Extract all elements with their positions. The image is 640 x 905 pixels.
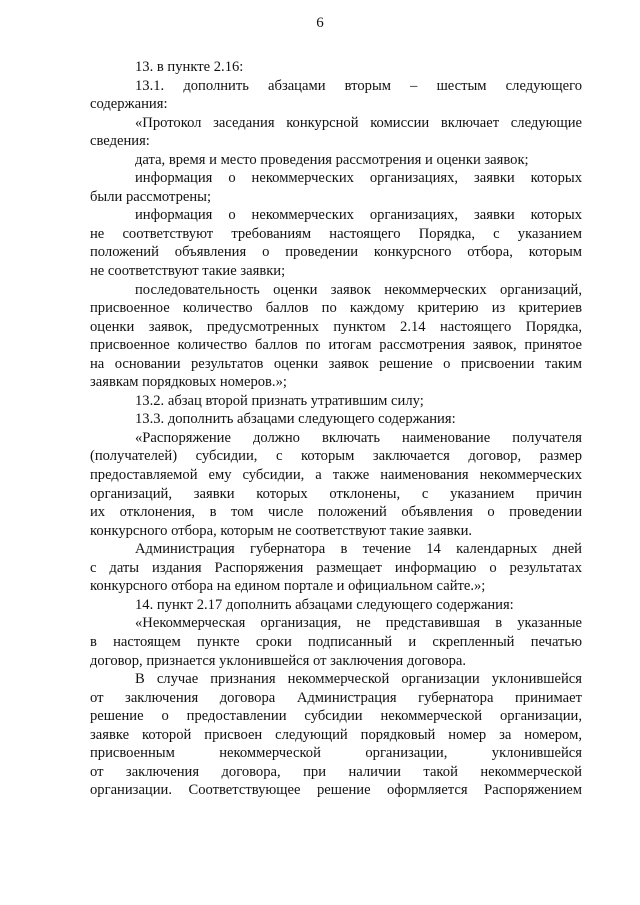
- text-line: информация о некоммерческих организациях, заявки которых: [135, 170, 582, 187]
- text-line: от заключения договора Администрация губернатора принимает: [90, 689, 582, 706]
- text-line: на основании результатов оценки заявок решение о присвоении таким: [90, 355, 582, 372]
- text-line: присвоенным некоммерческой организации, уклонившейся: [90, 745, 582, 762]
- text-line: были рассмотрены;: [90, 188, 212, 205]
- text-line: предоставляемой ему субсидии, а также наименования некоммерческих: [90, 467, 582, 484]
- text-line: организаций, заявки которых отклонены, с указанием причин: [90, 485, 582, 502]
- page-number: 6: [316, 15, 324, 31]
- text-line: «Протокол заседания конкурсной комиссии включает следующие: [135, 114, 582, 131]
- document-body: [90, 58, 582, 800]
- text-line: присвоенное количество баллов по итогам рассмотрения заявок, принятое: [90, 337, 582, 354]
- text-line: Администрация губернатора в течение 14 календарных дней: [135, 541, 582, 558]
- text-line: конкурсного отбора на едином портале и официальном сайте.»;: [90, 578, 486, 595]
- text-line: 13.1. дополнить абзацами вторым – шестым следующего: [135, 77, 582, 94]
- text-line: заявкам порядковых номеров.»;: [90, 374, 287, 391]
- text-line: договор, признается уклонившейся от заключения договора.: [90, 652, 467, 669]
- text-line: сведения:: [90, 133, 150, 150]
- text-line: организации. Соответствующее решение оформляется Распоряжением: [90, 782, 582, 799]
- text-line: 13. в пункте 2.16:: [135, 59, 244, 75]
- text-line: информация о некоммерческих организациях, заявки которых: [135, 207, 582, 224]
- text-line: конкурсного отбора, которым не соответствуют такие заявки.: [90, 522, 473, 539]
- text-line: содержания:: [90, 96, 168, 113]
- text-line: не соответствуют требованиям настоящего Порядка, с указанием: [90, 225, 582, 242]
- text-line: 14. пункт 2.17 дополнить абзацами следующего содержания:: [135, 596, 514, 613]
- text-line: 13.3. дополнить абзацами следующего содержания:: [135, 411, 456, 428]
- text-line: не соответствуют такие заявки;: [90, 263, 286, 280]
- text-line: их отклонения, в том числе положений объявления о проведении: [90, 504, 582, 521]
- text-line: с даты издания Распоряжения размещает информацию о результатах: [90, 559, 582, 576]
- text-line: в настоящем пункте сроки подписанный и скрепленный печатью: [90, 633, 582, 650]
- text-line: последовательность оценки заявок некоммерческих организаций,: [135, 281, 582, 298]
- text-line: 13.2. абзац второй признать утратившим силу;: [135, 392, 424, 409]
- text-line: (получателей) субсидии, с которым заключается договор, размер: [90, 448, 582, 465]
- text-line: дата, время и место проведения рассмотрения и оценки заявок;: [135, 151, 529, 168]
- text-line: решение о предоставлении субсидии некоммерческой организации,: [90, 708, 582, 725]
- text-line: В случае признания некоммерческой организации уклонившейся: [135, 671, 582, 688]
- text-line: «Распоряжение должно включать наименование получателя: [135, 429, 582, 446]
- text-line: от заключения договора, при наличии такой некоммерческой: [90, 763, 582, 780]
- text-line: присвоенное количество баллов по каждому критерию из критериев: [90, 300, 582, 317]
- text-line: положений объявления о проведении конкурсного отбора, которым: [90, 244, 582, 261]
- text-line: оценки заявок, предусмотренных пунктом 2.14 настоящего Порядка,: [90, 318, 582, 335]
- text-line: «Некоммерческая организация, не представившая в указанные: [135, 615, 582, 632]
- text-line: заявке которой присвоен следующий порядковый номер за номером,: [90, 726, 582, 743]
